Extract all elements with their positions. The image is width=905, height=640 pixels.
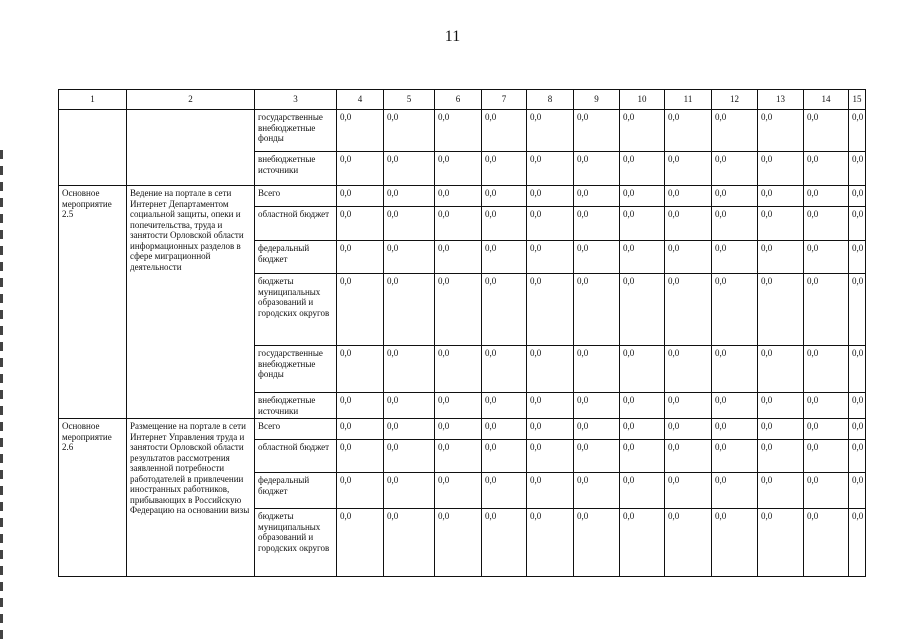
table-row bbox=[59, 419, 866, 440]
value-cell: 0,0 bbox=[574, 509, 620, 577]
value-cell: 0,0 bbox=[620, 207, 665, 241]
value-cell: 0,0 bbox=[758, 346, 804, 393]
value-cell: 0,0 bbox=[620, 440, 665, 473]
column-header: 9 bbox=[574, 90, 620, 110]
value-cell: 0,0 bbox=[849, 207, 866, 241]
value-cell: 0,0 bbox=[758, 186, 804, 207]
value-cell: 0,0 bbox=[337, 419, 384, 440]
value-cell: 0,0 bbox=[574, 473, 620, 509]
value-cell: 0,0 bbox=[527, 346, 574, 393]
funding-source-cell: государственные внебюджетные фонды bbox=[255, 110, 337, 152]
table-row bbox=[59, 186, 866, 207]
value-cell: 0,0 bbox=[804, 207, 849, 241]
value-cell: 0,0 bbox=[620, 473, 665, 509]
table-body bbox=[59, 90, 866, 577]
value-cell: 0,0 bbox=[337, 186, 384, 207]
value-cell: 0,0 bbox=[574, 152, 620, 186]
value-cell: 0,0 bbox=[435, 110, 482, 152]
value-cell: 0,0 bbox=[435, 207, 482, 241]
value-cell: 0,0 bbox=[574, 440, 620, 473]
column-header: 5 bbox=[384, 90, 435, 110]
value-cell: 0,0 bbox=[804, 346, 849, 393]
value-cell: 0,0 bbox=[665, 186, 712, 207]
funding-source-cell: федеральный бюджет bbox=[255, 473, 337, 509]
value-cell: 0,0 bbox=[482, 207, 527, 241]
value-cell: 0,0 bbox=[712, 152, 758, 186]
value-cell: 0,0 bbox=[337, 440, 384, 473]
value-cell: 0,0 bbox=[665, 440, 712, 473]
value-cell: 0,0 bbox=[849, 152, 866, 186]
value-cell: 0,0 bbox=[620, 393, 665, 419]
value-cell: 0,0 bbox=[337, 509, 384, 577]
value-cell: 0,0 bbox=[527, 419, 574, 440]
value-cell: 0,0 bbox=[665, 110, 712, 152]
value-cell: 0,0 bbox=[758, 393, 804, 419]
value-cell: 0,0 bbox=[804, 110, 849, 152]
value-cell: 0,0 bbox=[337, 346, 384, 393]
funding-source-cell: областной бюджет bbox=[255, 440, 337, 473]
event-cell-empty bbox=[59, 110, 127, 186]
value-cell: 0,0 bbox=[384, 509, 435, 577]
value-cell: 0,0 bbox=[665, 274, 712, 346]
value-cell: 0,0 bbox=[574, 346, 620, 393]
funding-source-cell: государственные внебюджетные фонды bbox=[255, 346, 337, 393]
column-header: 14 bbox=[804, 90, 849, 110]
value-cell: 0,0 bbox=[849, 241, 866, 274]
column-header: 15 bbox=[849, 90, 866, 110]
value-cell: 0,0 bbox=[435, 274, 482, 346]
value-cell: 0,0 bbox=[849, 186, 866, 207]
description-cell-empty bbox=[127, 110, 255, 186]
value-cell: 0,0 bbox=[482, 509, 527, 577]
value-cell: 0,0 bbox=[849, 274, 866, 346]
value-cell: 0,0 bbox=[337, 274, 384, 346]
funding-source-cell: внебюджетные источники bbox=[255, 152, 337, 186]
value-cell: 0,0 bbox=[337, 110, 384, 152]
value-cell: 0,0 bbox=[620, 241, 665, 274]
value-cell: 0,0 bbox=[849, 440, 866, 473]
value-cell: 0,0 bbox=[435, 440, 482, 473]
column-header: 12 bbox=[712, 90, 758, 110]
value-cell: 0,0 bbox=[712, 393, 758, 419]
value-cell: 0,0 bbox=[804, 241, 849, 274]
value-cell: 0,0 bbox=[384, 274, 435, 346]
value-cell: 0,0 bbox=[712, 440, 758, 473]
value-cell: 0,0 bbox=[337, 241, 384, 274]
value-cell: 0,0 bbox=[527, 186, 574, 207]
value-cell: 0,0 bbox=[620, 186, 665, 207]
value-cell: 0,0 bbox=[849, 419, 866, 440]
funding-source-cell: областной бюджет bbox=[255, 207, 337, 241]
value-cell: 0,0 bbox=[435, 509, 482, 577]
value-cell: 0,0 bbox=[665, 346, 712, 393]
value-cell: 0,0 bbox=[482, 274, 527, 346]
value-cell: 0,0 bbox=[482, 241, 527, 274]
value-cell: 0,0 bbox=[574, 207, 620, 241]
event-name-cell: Основное мероприятие 2.5 bbox=[59, 186, 127, 419]
event-description-cell: Ведение на портале в сети Интернет Департаментом социальной защиты, опеки и попечительства, труда и занятости Орловской области информационных разделов в сфере миграционной деятельности bbox=[127, 186, 255, 419]
value-cell: 0,0 bbox=[712, 186, 758, 207]
value-cell: 0,0 bbox=[435, 473, 482, 509]
value-cell: 0,0 bbox=[527, 473, 574, 509]
column-header: 4 bbox=[337, 90, 384, 110]
value-cell: 0,0 bbox=[337, 207, 384, 241]
value-cell: 0,0 bbox=[574, 110, 620, 152]
value-cell: 0,0 bbox=[482, 186, 527, 207]
value-cell: 0,0 bbox=[482, 419, 527, 440]
value-cell: 0,0 bbox=[758, 152, 804, 186]
value-cell: 0,0 bbox=[620, 274, 665, 346]
value-cell: 0,0 bbox=[665, 473, 712, 509]
value-cell: 0,0 bbox=[804, 509, 849, 577]
value-cell: 0,0 bbox=[527, 152, 574, 186]
value-cell: 0,0 bbox=[435, 152, 482, 186]
column-header: 2 bbox=[127, 90, 255, 110]
value-cell: 0,0 bbox=[482, 110, 527, 152]
value-cell: 0,0 bbox=[435, 393, 482, 419]
value-cell: 0,0 bbox=[435, 419, 482, 440]
value-cell: 0,0 bbox=[384, 346, 435, 393]
value-cell: 0,0 bbox=[849, 346, 866, 393]
value-cell: 0,0 bbox=[620, 509, 665, 577]
value-cell: 0,0 bbox=[574, 419, 620, 440]
value-cell: 0,0 bbox=[384, 186, 435, 207]
value-cell: 0,0 bbox=[758, 419, 804, 440]
column-header: 6 bbox=[435, 90, 482, 110]
funding-source-cell: федеральный бюджет bbox=[255, 241, 337, 274]
value-cell: 0,0 bbox=[620, 346, 665, 393]
value-cell: 0,0 bbox=[849, 393, 866, 419]
value-cell: 0,0 bbox=[712, 241, 758, 274]
event-description-cell: Размещение на портале в сети Интернет Управления труда и занятости Орловской области результатов рассмотрения заявленной потребности работодателей в привлечении иностранных работников, прибывающих в Российскую Федерацию на основании визы bbox=[127, 419, 255, 577]
value-cell: 0,0 bbox=[712, 110, 758, 152]
funding-table bbox=[58, 89, 866, 577]
value-cell: 0,0 bbox=[384, 440, 435, 473]
column-header: 8 bbox=[527, 90, 574, 110]
value-cell: 0,0 bbox=[527, 207, 574, 241]
value-cell: 0,0 bbox=[758, 509, 804, 577]
value-cell: 0,0 bbox=[804, 186, 849, 207]
value-cell: 0,0 bbox=[574, 241, 620, 274]
value-cell: 0,0 bbox=[620, 110, 665, 152]
value-cell: 0,0 bbox=[712, 509, 758, 577]
value-cell: 0,0 bbox=[712, 207, 758, 241]
value-cell: 0,0 bbox=[384, 152, 435, 186]
value-cell: 0,0 bbox=[758, 207, 804, 241]
column-header: 1 bbox=[59, 90, 127, 110]
value-cell: 0,0 bbox=[712, 419, 758, 440]
value-cell: 0,0 bbox=[804, 473, 849, 509]
value-cell: 0,0 bbox=[384, 110, 435, 152]
value-cell: 0,0 bbox=[384, 241, 435, 274]
funding-source-cell: Всего bbox=[255, 186, 337, 207]
column-header-row bbox=[59, 90, 866, 110]
table-row bbox=[59, 110, 866, 152]
value-cell: 0,0 bbox=[482, 473, 527, 509]
page-number: 11 bbox=[444, 28, 461, 45]
value-cell: 0,0 bbox=[574, 274, 620, 346]
value-cell: 0,0 bbox=[758, 440, 804, 473]
value-cell: 0,0 bbox=[384, 393, 435, 419]
value-cell: 0,0 bbox=[758, 274, 804, 346]
value-cell: 0,0 bbox=[337, 393, 384, 419]
column-header: 7 bbox=[482, 90, 527, 110]
funding-source-cell: Всего bbox=[255, 419, 337, 440]
value-cell: 0,0 bbox=[337, 473, 384, 509]
value-cell: 0,0 bbox=[804, 440, 849, 473]
value-cell: 0,0 bbox=[758, 110, 804, 152]
value-cell: 0,0 bbox=[849, 473, 866, 509]
funding-source-cell: бюджеты муниципальных образований и городских округов bbox=[255, 274, 337, 346]
value-cell: 0,0 bbox=[665, 509, 712, 577]
value-cell: 0,0 bbox=[435, 241, 482, 274]
funding-source-cell: внебюджетные источники bbox=[255, 393, 337, 419]
column-header: 3 bbox=[255, 90, 337, 110]
value-cell: 0,0 bbox=[758, 241, 804, 274]
value-cell: 0,0 bbox=[665, 207, 712, 241]
value-cell: 0,0 bbox=[620, 419, 665, 440]
value-cell: 0,0 bbox=[435, 186, 482, 207]
value-cell: 0,0 bbox=[574, 393, 620, 419]
value-cell: 0,0 bbox=[384, 207, 435, 241]
value-cell: 0,0 bbox=[527, 393, 574, 419]
value-cell: 0,0 bbox=[527, 110, 574, 152]
value-cell: 0,0 bbox=[620, 152, 665, 186]
value-cell: 0,0 bbox=[527, 274, 574, 346]
value-cell: 0,0 bbox=[527, 440, 574, 473]
value-cell: 0,0 bbox=[482, 152, 527, 186]
scan-edge-artifact bbox=[0, 150, 3, 640]
value-cell: 0,0 bbox=[804, 274, 849, 346]
value-cell: 0,0 bbox=[804, 419, 849, 440]
value-cell: 0,0 bbox=[758, 473, 804, 509]
value-cell: 0,0 bbox=[574, 186, 620, 207]
column-header: 10 bbox=[620, 90, 665, 110]
value-cell: 0,0 bbox=[384, 419, 435, 440]
value-cell: 0,0 bbox=[384, 473, 435, 509]
value-cell: 0,0 bbox=[527, 241, 574, 274]
value-cell: 0,0 bbox=[482, 346, 527, 393]
value-cell: 0,0 bbox=[804, 152, 849, 186]
value-cell: 0,0 bbox=[712, 346, 758, 393]
value-cell: 0,0 bbox=[712, 473, 758, 509]
value-cell: 0,0 bbox=[665, 152, 712, 186]
event-name-cell: Основное мероприятие 2.6 bbox=[59, 419, 127, 577]
funding-source-cell: бюджеты муниципальных образований и городских округов bbox=[255, 509, 337, 577]
value-cell: 0,0 bbox=[482, 440, 527, 473]
column-header: 13 bbox=[758, 90, 804, 110]
value-cell: 0,0 bbox=[712, 274, 758, 346]
value-cell: 0,0 bbox=[337, 152, 384, 186]
value-cell: 0,0 bbox=[849, 110, 866, 152]
value-cell: 0,0 bbox=[849, 509, 866, 577]
value-cell: 0,0 bbox=[527, 509, 574, 577]
value-cell: 0,0 bbox=[804, 393, 849, 419]
column-header: 11 bbox=[665, 90, 712, 110]
value-cell: 0,0 bbox=[665, 241, 712, 274]
value-cell: 0,0 bbox=[435, 346, 482, 393]
value-cell: 0,0 bbox=[482, 393, 527, 419]
value-cell: 0,0 bbox=[665, 419, 712, 440]
value-cell: 0,0 bbox=[665, 393, 712, 419]
